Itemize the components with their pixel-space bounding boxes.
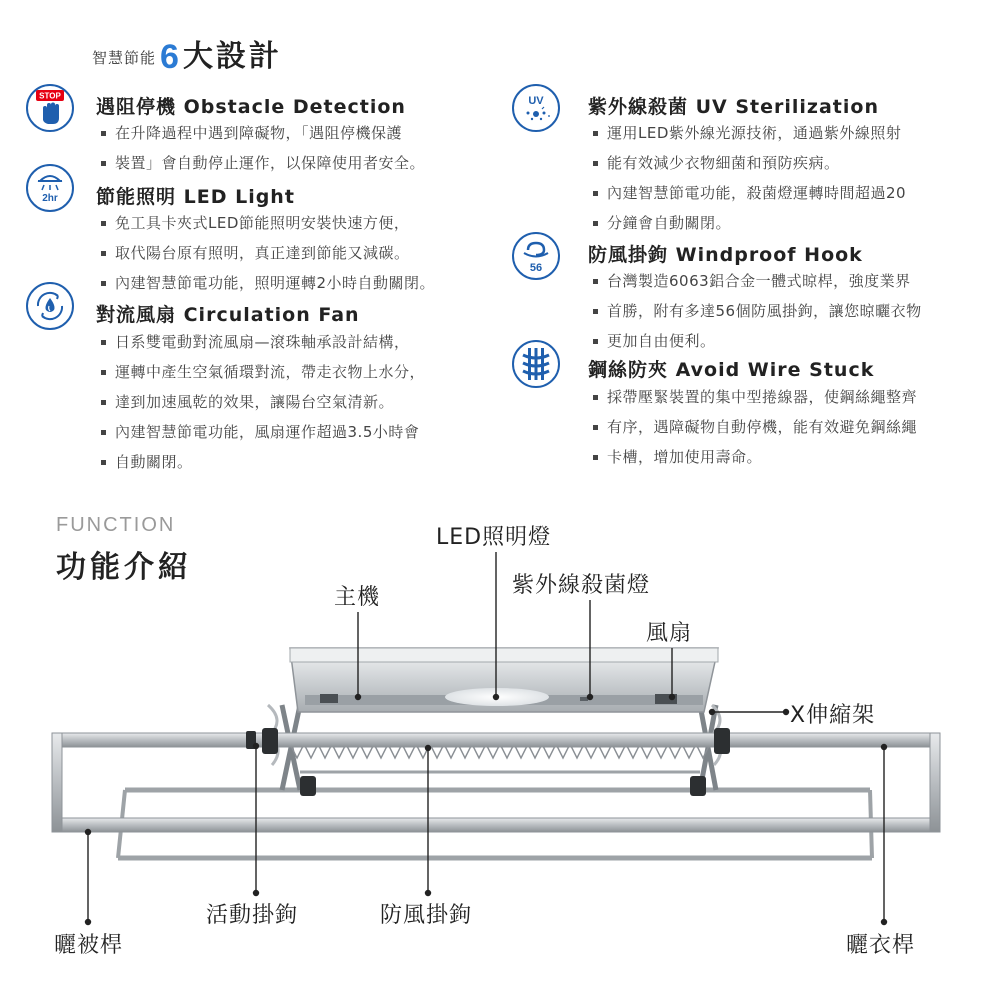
header-number: 6 [160, 38, 179, 76]
callout-main-unit: 主機 [334, 585, 381, 610]
header-suffix: 大設計 [182, 39, 282, 74]
list-item: 內建智慧節電功能，風扇運作超過3.5小時會 [101, 417, 425, 447]
callout-movable-hook: 活動掛鉤 [206, 903, 299, 928]
list-item: 採帶壓緊裝置的集中型捲線器，使鋼絲繩整齊 [593, 382, 917, 412]
feature-title-uv: 紫外線殺菌 UV Sterilization [588, 96, 879, 118]
list-item: 更加自由便利。 [593, 326, 922, 356]
list-item: 日系雙電動對流風扇—滾珠軸承設計結構， [101, 327, 425, 357]
list-item: 免工具卡夾式LED節能照明安裝快速方便， [101, 208, 435, 238]
hook-icon-label: 56 [529, 262, 543, 274]
function-title: 功能介紹 [56, 550, 192, 585]
list-item: 運用LED紫外線光源技術，通過紫外線照射 [593, 118, 906, 148]
list-item: 達到加速風乾的效果，讓陽台空氣清新。 [101, 387, 425, 417]
list-item: 內建智慧節電功能，殺菌燈運轉時間超過20 [593, 178, 906, 208]
list-item: 有序，遇障礙物自動停機，能有效避免鋼絲繩 [593, 412, 917, 442]
feature-title-fan: 對流風扇 Circulation Fan [96, 304, 360, 326]
callout-clothes-rod: 曬衣桿 [846, 933, 916, 958]
stop-icon-label: STOP [39, 91, 61, 101]
led-icon-label: 2hr [42, 193, 58, 204]
list-item: 自動關閉。 [101, 447, 425, 477]
feature-title-hook: 防風掛鉤 Windproof Hook [588, 244, 863, 266]
list-item: 能有效減少衣物細菌和預防疾病。 [593, 148, 906, 178]
clothes-rods [52, 733, 940, 832]
callout-led-light: LED照明燈 [436, 525, 552, 550]
list-item: 內建智慧節電功能，照明運轉2小時自動關閉。 [101, 268, 435, 298]
feature-title-led: 節能照明 LED Light [96, 186, 295, 208]
uv-icon-label: UV [528, 95, 544, 107]
function-label-en: FUNCTION [56, 514, 176, 536]
callout-x-frame: X伸縮架 [790, 703, 876, 728]
list-item: 運轉中產生空氣循環對流，帶走衣物上水分， [101, 357, 425, 387]
list-item: 裝置」會自動停止運作，以保障使用者安全。 [101, 148, 425, 178]
callout-uv-lamp: 紫外線殺菌燈 [512, 573, 651, 598]
list-item: 在升降過程中遇到障礙物，「遇阻停機保護 [101, 118, 425, 148]
list-item: 分鐘會自動關閉。 [593, 208, 906, 238]
header-prefix: 智慧節能 [92, 49, 157, 67]
list-item: 卡槽，增加使用壽命。 [593, 442, 917, 472]
list-item: 取代陽台原有照明，真正達到節能又減碳。 [101, 238, 435, 268]
feature-title-obstacle: 遇阻停機 Obstacle Detection [96, 96, 406, 118]
feature-title-wire: 鋼絲防夾 Avoid Wire Stuck [588, 359, 875, 381]
list-item: 台灣製造6063鋁合金一體式晾桿，強度業界 [593, 266, 922, 296]
callout-fan: 風扇 [646, 621, 693, 646]
callout-quilt-rod: 曬被桿 [54, 933, 124, 958]
list-item: 首勝，附有多達56個防風掛鉤，讓您晾曬衣物 [593, 296, 922, 326]
callout-windproof-hook: 防風掛鉤 [380, 903, 473, 928]
main-unit [290, 648, 718, 712]
